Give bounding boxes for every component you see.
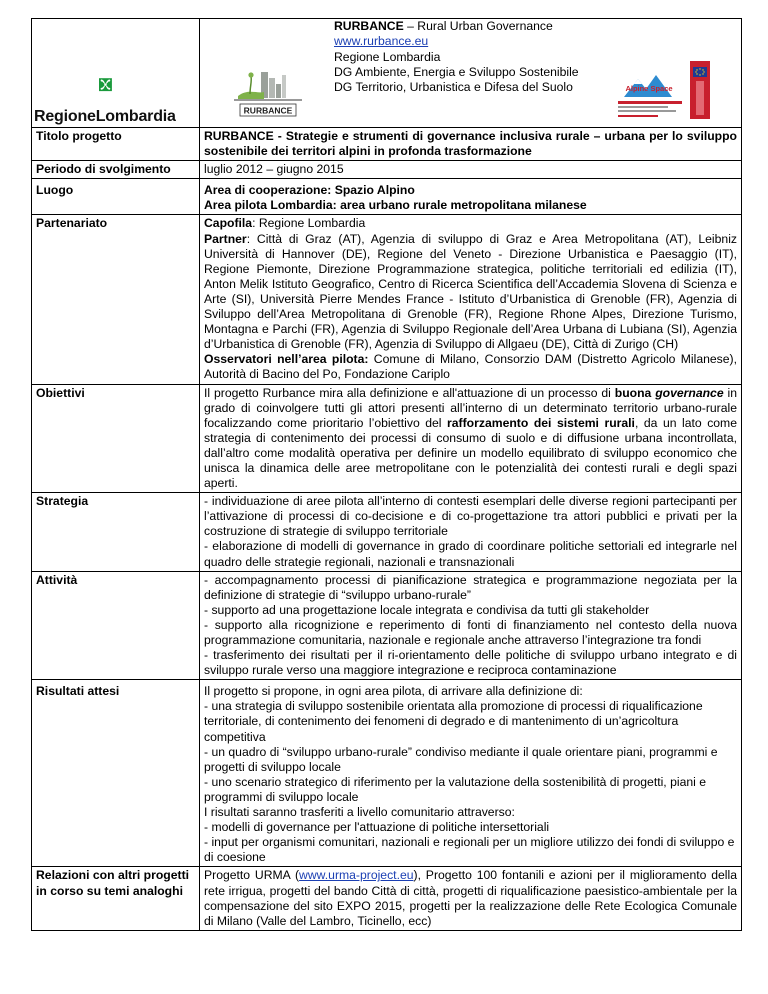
obiettivi-text-3: , da un lato come strategia di contenimento dei processi di consumo di suolo e di diffusione urbana incontrollata, dall’altro come modalità operativa per definire un modello equilibrato di sviluppo economico che unisca la dinamica delle aree metropolitane con le potenzialità dei contesti rurali e degli spazi aperti. (204, 415, 737, 491)
luogo-line-2: Area pilota Lombardia: area urbano rurale metropolitana milanese (204, 198, 587, 213)
header-title-bold: RURBANCE (334, 19, 404, 33)
value-relazioni (200, 867, 742, 930)
header-row (32, 19, 742, 128)
partner-label: Partner (204, 231, 247, 246)
rurbance-logo-icon (234, 66, 302, 124)
row-attivita (32, 571, 742, 680)
header-info-cell (200, 19, 742, 128)
osservatori-label: Osservatori nell’area pilota: (204, 352, 369, 367)
strategia-item-1: - individuazione di aree pilota all’interno di contesti esemplari delle diverse regioni partecipanti per l’attivazione di processi di co-decisione e di co-progettazione tra attori pubblici e privati per la costruzione di strategie di sviluppo territoriale (204, 494, 737, 539)
header-dg2-line: DG Territorio, Urbanistica e Difesa del Suolo (334, 80, 573, 95)
capofila-value: : Regione Lombardia (252, 216, 366, 231)
label-attivita: Attività (32, 571, 200, 680)
label-risultati: Risultati attesi (32, 680, 200, 867)
row-titolo (32, 128, 742, 161)
value-titolo: RURBANCE - Strategie e strumenti di governance inclusiva rurale – urbana per lo sviluppo sostenibile dei territori alpini in profonda trasformazione (200, 128, 742, 161)
rurbance-logo-text: RURBANCE (243, 105, 293, 116)
attivita-item-2: - supporto ad una progettazione locale integrata e condivisa da tutti gli stakeholder (204, 602, 650, 617)
obiettivi-text-2: in grado di coinvolgere tutti gli attori presenti all’interno di un determinato territorio urbano-rurale focalizzando come prioritario l’obiettivo del (204, 385, 737, 430)
header-dg1-line: DG Ambiente, Energia e Sviluppo Sostenibile (334, 64, 579, 79)
attivita-item-3: - supporto alla ricognizione e reperimento di fonti di finanziamento nel contesto della nuova programmazione comunitaria, nazionale e regionale anche attraverso l’integrazione tra fondi (204, 617, 737, 647)
value-strategia (200, 493, 742, 571)
regione-lombardia-logo-icon (99, 65, 143, 109)
label-partenariato: Partenariato (32, 215, 200, 384)
attivita-item-4: - trasferimento dei risultati per il ri-orientamento delle politiche di sviluppo urbano integrato e di sviluppo rurale verso una maggiore integrazione e reciproca contaminazione (204, 648, 737, 678)
label-relazioni: Relazioni con altri progetti in corso su temi analoghi (32, 867, 200, 930)
relazioni-text-1: Progetto URMA ( (204, 868, 300, 883)
value-partenariato (200, 215, 742, 384)
header-org-line: Regione Lombardia (334, 49, 441, 64)
row-risultati (32, 680, 742, 867)
attivita-item-1: - accompagnamento processi di pianificazione strategica e programmazione negoziata per la definizione di strategie di “sviluppo urbano-rurale” (204, 572, 737, 602)
strategia-item-2: - elaborazione di modelli di governance in grado di coordinare politiche settoriali ed integrarle nel quadro delle strategie regionali, nazionali e transnazionali (204, 539, 737, 569)
risultati-line-1: Il progetto si propone, in ogni area pilota, di arrivare alla definizione di: (204, 684, 583, 699)
obiettivi-text-1: Il progetto Rurbance mira alla definizione e all'attuazione di un processo di (204, 385, 615, 400)
row-obiettivi (32, 384, 742, 493)
risultati-line-3: - un quadro di “sviluppo urbano-rurale” condiviso mediante il quale orientare piani, programmi e progetti di sviluppo locale (204, 744, 718, 774)
value-periodo: luglio 2012 – giugno 2015 (200, 161, 742, 179)
osservatori-value: Comune di Milano, Consorzio DAM (Distretto Agricolo Milanese), Autorità di Bacino del Po, Fondazione Cariplo (204, 352, 737, 382)
regione-lombardia-logo-text: RegioneLombardia (34, 108, 176, 125)
label-titolo: Titolo progetto (32, 128, 200, 161)
urma-project-link[interactable]: www.urma-project.eu (299, 868, 414, 883)
value-attivita (200, 571, 742, 680)
alpine-space-logo-icon (610, 61, 710, 119)
risultati-line-5: I risultati saranno trasferiti a livello comunitario attraverso: (204, 805, 515, 820)
value-risultati (200, 680, 742, 867)
row-luogo (32, 179, 742, 215)
row-relazioni (32, 867, 742, 930)
header-logo-cell (32, 19, 200, 128)
value-luogo (200, 179, 742, 215)
header-text-block (334, 19, 579, 95)
obiettivi-bold-2: rafforzamento dei sistemi rurali (447, 415, 635, 430)
label-luogo: Luogo (32, 179, 200, 215)
partner-value: : Città di Graz (AT), Agenzia di sviluppo di Graz e Area Metropolitana (AT), Leibniz Università di Hannover (DE), Regione del Veneto - Direzione Urbanistica e Paesaggio (IT), Regione Piemonte, Direzione Programmazione strategica, politiche territoriali ed edilizia (IT), Anton Melik Istituto Geografico, Centro di Ricerca Scientifica dell’Accademia Slovena di Scienza e Arte (SI), Università Pierre Mendes France - Istituto d’Urbanistica di Grenoble (FR), Agenzia di Sviluppo dell’Area Metropolitana di Grenoble (FR), Regione Rhone Alpes, Direzione Turismo, Montagna e Parchi (FR), Agenzia di Sviluppo Regionale dell’Area Urbana di Lubiana (SI), Agenzia d’Urbanistica di Grenoble (FR), Agenzia di Sviluppo di Allgaeu (DE), Città di Zurigo (CH) (204, 231, 737, 352)
capofila-label: Capofila (204, 216, 253, 231)
project-sheet-table (31, 18, 742, 931)
luogo-line-1: Area di cooperazione: Spazio Alpino (204, 183, 415, 198)
risultati-line-7: - input per organismi comunitari, nazionali e regionali per un migliore utilizzo dei fondi di sviluppo e di coesione (204, 835, 735, 865)
risultati-line-4: - uno scenario strategico di riferimento per la valutazione della sostenibilità di progetti, piani e programmi di sviluppo locale (204, 774, 706, 804)
row-strategia (32, 493, 742, 571)
row-partenariato (32, 215, 742, 384)
risultati-line-2: - una strategia di sviluppo sostenibile orientata alla promozione di processi di riqualificazione territoriale, di contenimento dei fenomeni di degrado e di mantenimento di un’agricoltura competitiva (204, 699, 703, 744)
value-obiettivi (200, 384, 742, 493)
header-title-rest: – Rural Urban Governance (403, 19, 553, 33)
header-title-line (334, 19, 579, 34)
obiettivi-bold-italic: governance (655, 385, 724, 400)
alpine-logo-text: Alpine Space (625, 84, 673, 93)
rurbance-website-link[interactable]: www.rurbance.eu (334, 34, 429, 49)
obiettivi-bold-1: buona (614, 385, 656, 400)
risultati-line-6: - modelli di governance per l'attuazione di politiche intersettoriali (204, 820, 550, 835)
label-strategia: Strategia (32, 493, 200, 571)
row-periodo (32, 161, 742, 179)
label-obiettivi: Obiettivi (32, 384, 200, 493)
relazioni-text-2: ), Progetto 100 fontanili e azioni per il miglioramento della rete irrigua, progetti del bando Città di città, progetti di riqualificazione paesistico-ambientale per la compensazione del sito EXPO 2015, progetti per la realizzazione delle Rete Ecologica Comunale di Milano (Valle del Lambro, Ticinello, ecc) (204, 868, 737, 928)
label-periodo: Periodo di svolgimento (32, 161, 200, 179)
